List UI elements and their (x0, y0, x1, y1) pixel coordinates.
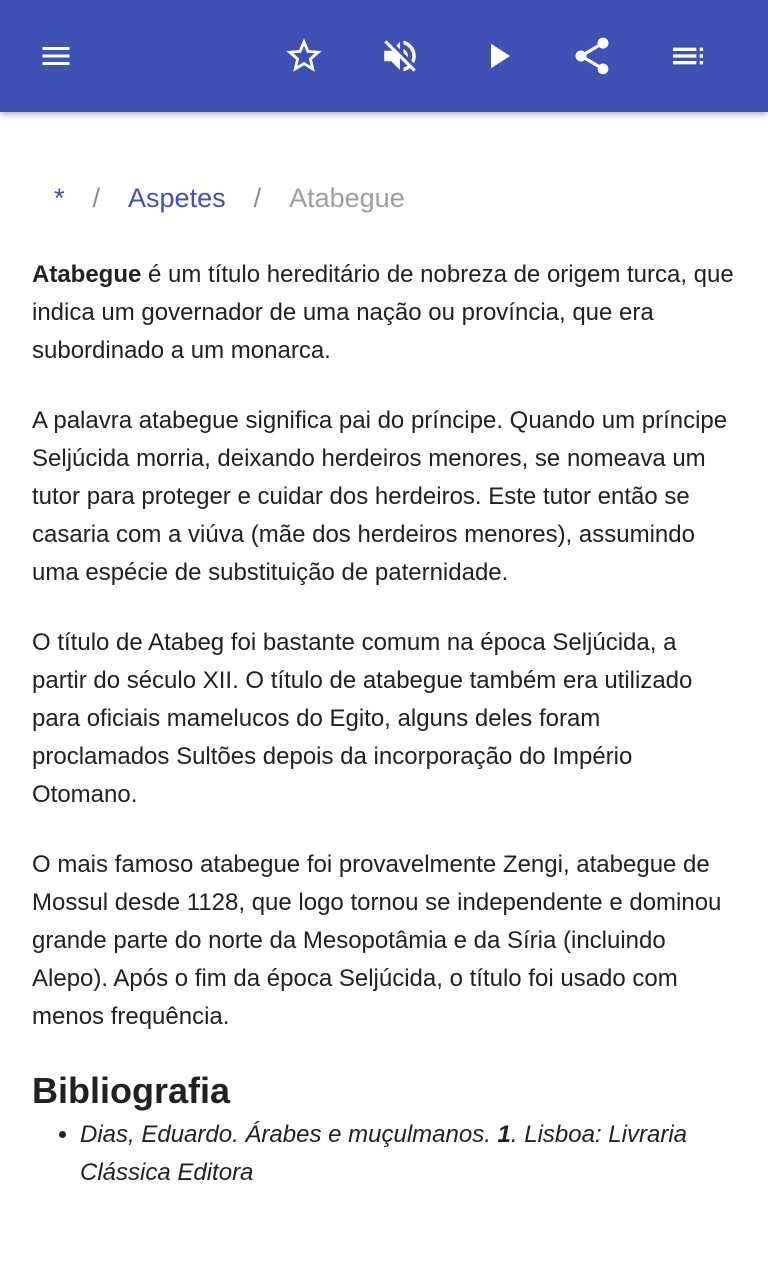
playlist-icon (668, 36, 708, 76)
share-button[interactable] (564, 28, 620, 84)
bibliography-text: Dias, Eduardo. Árabes e muçulmanos. (80, 1121, 498, 1148)
breadcrumb-separator: / (92, 182, 101, 213)
star-icon (283, 35, 325, 77)
breadcrumb-parent-link[interactable]: Aspetes (128, 182, 226, 213)
app-toolbar (0, 0, 768, 112)
favorite-button[interactable] (276, 28, 332, 84)
play-button[interactable] (470, 28, 526, 84)
breadcrumb-current: Atabegue (289, 182, 405, 213)
playlist-button[interactable] (660, 28, 716, 84)
menu-icon (38, 38, 74, 74)
mute-button[interactable] (372, 28, 428, 84)
article-paragraph (32, 256, 736, 370)
bibliography-item (80, 1116, 736, 1192)
play-icon (477, 35, 519, 77)
bibliography-heading: Bibliografia (32, 1070, 231, 1111)
breadcrumb-separator: / (253, 182, 262, 213)
article-text: é um título hereditário de nobreza de origem turca, que indica um governador de uma nação ou província, que era subordinado a um monarca. (32, 261, 734, 364)
article-paragraph: A palavra atabegue significa pai do príncipe. Quando um príncipe Seljúcida morria, deixando herdeiros menores, se nomeava um tutor para proteger e cuidar dos herdeiros. Este tutor então se casaria com a viúva (mãe dos herdeiros menores), assumindo uma espécie de substituição de paternidade. (32, 407, 728, 586)
breadcrumb (32, 178, 405, 218)
article-paragraph: O mais famoso atabegue foi provavelmente Zengi, atabegue de Mossul desde 1128, que logo tornou se independente e dominou grande parte do norte da Mesopotâmia e da Síria (incluindo Alepo). Após o fim da época Seljúcida, o título foi usado com menos frequência. (32, 851, 722, 1030)
breadcrumb-home-link[interactable]: * (54, 182, 65, 213)
bibliography-list (32, 1116, 736, 1192)
bibliography-edition: 1 (497, 1121, 511, 1148)
bibliography-publisher: . Lisboa: Livraria Clássica Editora (80, 1121, 687, 1186)
article-paragraph: O título de Atabeg foi bastante comum na época Seljúcida, a partir do século XII. O título de atabegue também era utilizado para oficiais mamelucos do Egito, alguns deles foram proclamados Sultões depois da incorporação do Império Otomano. (32, 629, 693, 808)
article-term: Atabegue (32, 261, 142, 288)
volume-off-icon (379, 35, 421, 77)
article-content (32, 256, 736, 1192)
share-icon (570, 34, 614, 78)
menu-button[interactable] (28, 28, 84, 84)
